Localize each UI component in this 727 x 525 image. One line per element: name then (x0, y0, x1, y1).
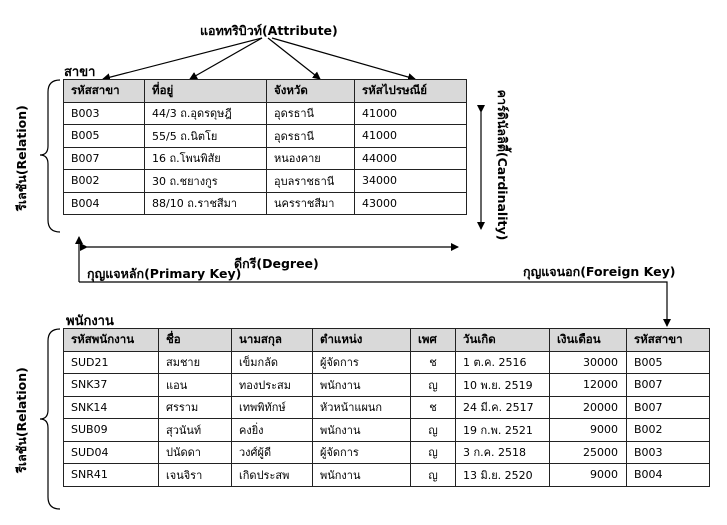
cardinality-label: คาร์ดินัลลิตี้(Cardinality) (495, 89, 510, 241)
header-position: ตำแหน่ง (313, 329, 411, 352)
header-employee-id: รหัสพนักงาน (64, 329, 159, 352)
branch-id-cell: B002 (64, 170, 145, 193)
table-row (64, 374, 710, 397)
first-name-cell: เจนจิรา (159, 464, 232, 487)
province-cell: อุดรธานี (267, 125, 355, 148)
header-branch-id: รหัสสาขา (627, 329, 710, 352)
birth-date-cell: 1 ต.ค. 2516 (456, 351, 550, 374)
first-name-cell: สุวนันท์ (159, 419, 232, 442)
branch-id-cell: B004 (64, 192, 145, 215)
table-row (64, 464, 710, 487)
employee-id-cell: SNK37 (64, 374, 159, 397)
last-name-cell: เทพพิทักษ์ (232, 396, 313, 419)
header-first-name: ชื่อ (159, 329, 232, 352)
salary-cell: 9000 (550, 419, 627, 442)
sex-cell: ช (411, 351, 456, 374)
last-name-cell: ทองประสม (232, 374, 313, 397)
attribute-arrow-1 (103, 38, 262, 79)
first-name-cell: ศรราม (159, 396, 232, 419)
table-row (64, 102, 467, 125)
branch-table-title: สาขา (64, 65, 96, 80)
header-last-name: นามสกุล (232, 329, 313, 352)
province-cell: หนองคาย (267, 147, 355, 170)
employee-id-cell: SUB09 (64, 419, 159, 442)
postal-code-cell: 44000 (355, 147, 467, 170)
birth-date-cell: 10 พ.ย. 2519 (456, 374, 550, 397)
header-branch-id: รหัสสาขา (64, 80, 145, 103)
last-name-cell: คงยิ่ง (232, 419, 313, 442)
position-cell: หัวหน้าแผนก (313, 396, 411, 419)
position-cell: ผู้จัดการ (313, 441, 411, 464)
branch-id-cell: B002 (627, 419, 710, 442)
primary-key-label: กุญแจหลัก(Primary Key) (87, 266, 242, 281)
table-row (64, 351, 710, 374)
first-name-cell: ปนัดดา (159, 441, 232, 464)
relation-label-bottom: รีเลชัน(Relation) (14, 367, 29, 473)
position-cell: พนักงาน (313, 464, 411, 487)
header-salary: เงินเดือน (550, 329, 627, 352)
birth-date-cell: 19 ก.พ. 2521 (456, 419, 550, 442)
employee-id-cell: SUD21 (64, 351, 159, 374)
birth-date-cell: 3 ก.ค. 2518 (456, 441, 550, 464)
salary-cell: 9000 (550, 464, 627, 487)
employee-table-header-row (64, 329, 710, 352)
table-row (64, 192, 467, 215)
position-cell: ผู้จัดการ (313, 351, 411, 374)
header-birth-date: วันเกิด (456, 329, 550, 352)
employee-id-cell: SUD04 (64, 441, 159, 464)
province-cell: อุดรธานี (267, 102, 355, 125)
relation-brace-top (40, 80, 60, 232)
province-cell: นครราชสีมา (267, 192, 355, 215)
table-row (64, 396, 710, 419)
address-cell: 30 ถ.ชยางกูร (145, 170, 267, 193)
province-cell: อุบลราชธานี (267, 170, 355, 193)
sex-cell: ญ (411, 419, 456, 442)
table-row (64, 125, 467, 148)
birth-date-cell: 24 มี.ค. 2517 (456, 396, 550, 419)
attribute-arrow-2 (190, 38, 262, 79)
address-cell: 44/3 ถ.อุดรดุษฎี (145, 102, 267, 125)
employee-table-title: พนักงาน (66, 314, 114, 329)
address-cell: 55/5 ถ.นิตโย (145, 125, 267, 148)
address-cell: 16 ถ.โพนพิสัย (145, 147, 267, 170)
branch-id-cell: B005 (627, 351, 710, 374)
postal-code-cell: 34000 (355, 170, 467, 193)
relation-label-top: รีเลชัน(Relation) (14, 105, 29, 211)
last-name-cell: เกิดประสพ (232, 464, 313, 487)
attribute-arrow-4 (272, 38, 415, 79)
foreign-key-connector (79, 282, 667, 326)
employee-id-cell: SNK14 (64, 396, 159, 419)
postal-code-cell: 43000 (355, 192, 467, 215)
branch-id-cell: B007 (627, 396, 710, 419)
first-name-cell: สมชาย (159, 351, 232, 374)
last-name-cell: เข็มกลัด (232, 351, 313, 374)
attribute-arrows (103, 38, 415, 79)
sex-cell: ช (411, 396, 456, 419)
header-address: ที่อยู่ (145, 80, 267, 103)
postal-code-cell: 41000 (355, 102, 467, 125)
salary-cell: 25000 (550, 441, 627, 464)
salary-cell: 30000 (550, 351, 627, 374)
foreign-key-label: กุญแจนอก(Foreign Key) (523, 264, 676, 279)
branch-table-header-row (64, 80, 467, 103)
last-name-cell: วงศ์ผู้ดี (232, 441, 313, 464)
postal-code-cell: 41000 (355, 125, 467, 148)
table-row (64, 441, 710, 464)
branch-table (63, 79, 467, 215)
header-postal-code: รหัสไปรษณีย์ (355, 80, 467, 103)
branch-id-cell: B007 (64, 147, 145, 170)
sex-cell: ญ (411, 374, 456, 397)
salary-cell: 20000 (550, 396, 627, 419)
position-cell: พนักงาน (313, 419, 411, 442)
table-row (64, 170, 467, 193)
address-cell: 88/10 ถ.ราชสีมา (145, 192, 267, 215)
branch-id-cell: B004 (627, 464, 710, 487)
employee-id-cell: SNR41 (64, 464, 159, 487)
birth-date-cell: 13 มิ.ย. 2520 (456, 464, 550, 487)
branch-id-cell: B007 (627, 374, 710, 397)
salary-cell: 12000 (550, 374, 627, 397)
position-cell: พนักงาน (313, 374, 411, 397)
relation-brace-bottom (40, 329, 60, 509)
attribute-arrow-3 (268, 38, 320, 79)
sex-cell: ญ (411, 464, 456, 487)
first-name-cell: แอน (159, 374, 232, 397)
branch-id-cell: B005 (64, 125, 145, 148)
degree-label: ดีกรี(Degree) (234, 256, 319, 271)
header-sex: เพศ (411, 329, 456, 352)
branch-id-cell: B003 (627, 441, 710, 464)
table-row (64, 419, 710, 442)
branch-id-cell: B003 (64, 102, 145, 125)
employee-table (63, 328, 710, 487)
header-province: จังหวัด (267, 80, 355, 103)
sex-cell: ญ (411, 441, 456, 464)
table-row (64, 147, 467, 170)
attribute-label: แอททริบิวท์(Attribute) (200, 23, 338, 38)
